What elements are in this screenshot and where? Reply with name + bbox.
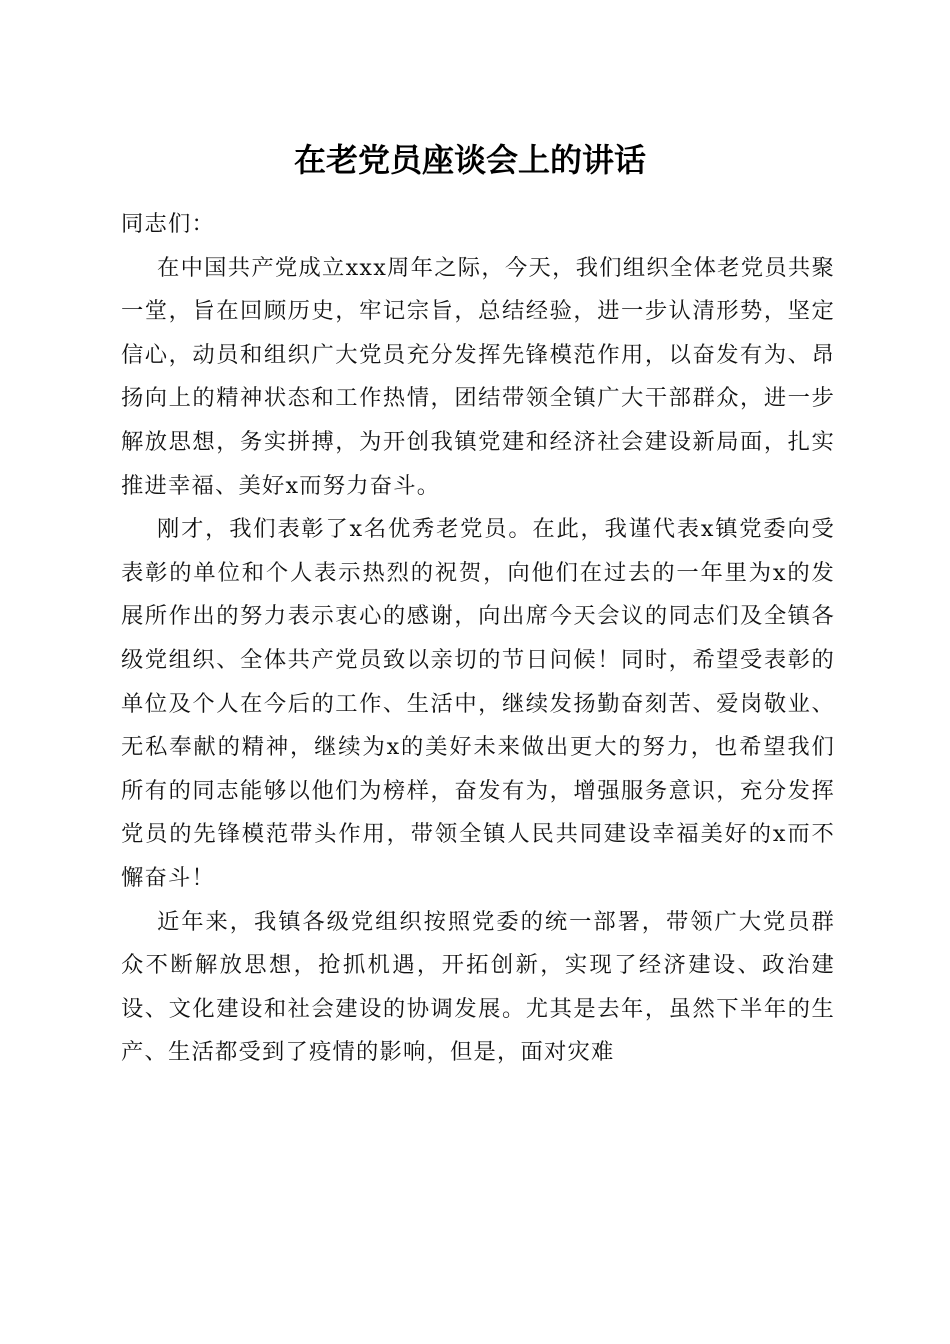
salutation: 同志们： [121, 211, 215, 237]
document-title: 在老党员座谈会上的讲话 [293, 141, 646, 179]
paragraph-2: 刚才，我们表彰了x名优秀老党员。在此，我谨代表x镇党委向受表彰的单位和个人表示热烈的祝贺，向他们在过去的一年里为x的发展所作出的努力表示衷心的感谢，向出席今天会议的同志们及全镇各级党组织、全体共产党员致以亲切的节日问候！同时，希望受表彰的单位及个人在今后的工作、生活中，继续发扬勤奋刻苦、爱岗敬业、无私奉献的精神，继续为x的美好未来做出更大的努力，也希望我们所有的同志能够以他们为榜样，奋发有为，增强服务意识，充分发挥党员的先锋模范带头作用，带领全镇人民共同建设幸福美好的x而不懈奋斗！ [121, 516, 835, 891]
paragraph-3: 近年来，我镇各级党组织按照党委的统一部署，带领广大党员群众不断解放思想，抢抓机遇，开拓创新，实现了经济建设、政治建设、文化建设和社会建设的协调发展。尤其是去年，虽然下半年的生产、生活都受到了疫情的影响，但是，面对灾难 [121, 908, 835, 1066]
paragraph-1: 在中国共产党成立xxx周年之际，今天，我们组织全体老党员共聚一堂，旨在回顾历史，牢记宗旨，总结经验，进一步认清形势，坚定信心，动员和组织广大党员充分发挥先锋模范作用，以奋发有为、昂扬向上的精神状态和工作热情，团结带领全镇广大干部群众，进一步解放思想，务实拼搏，为开创我镇党建和经济社会建设新局面，扎实推进幸福、美好x而努力奋斗。 [121, 254, 835, 499]
document-body [121, 203, 835, 1075]
